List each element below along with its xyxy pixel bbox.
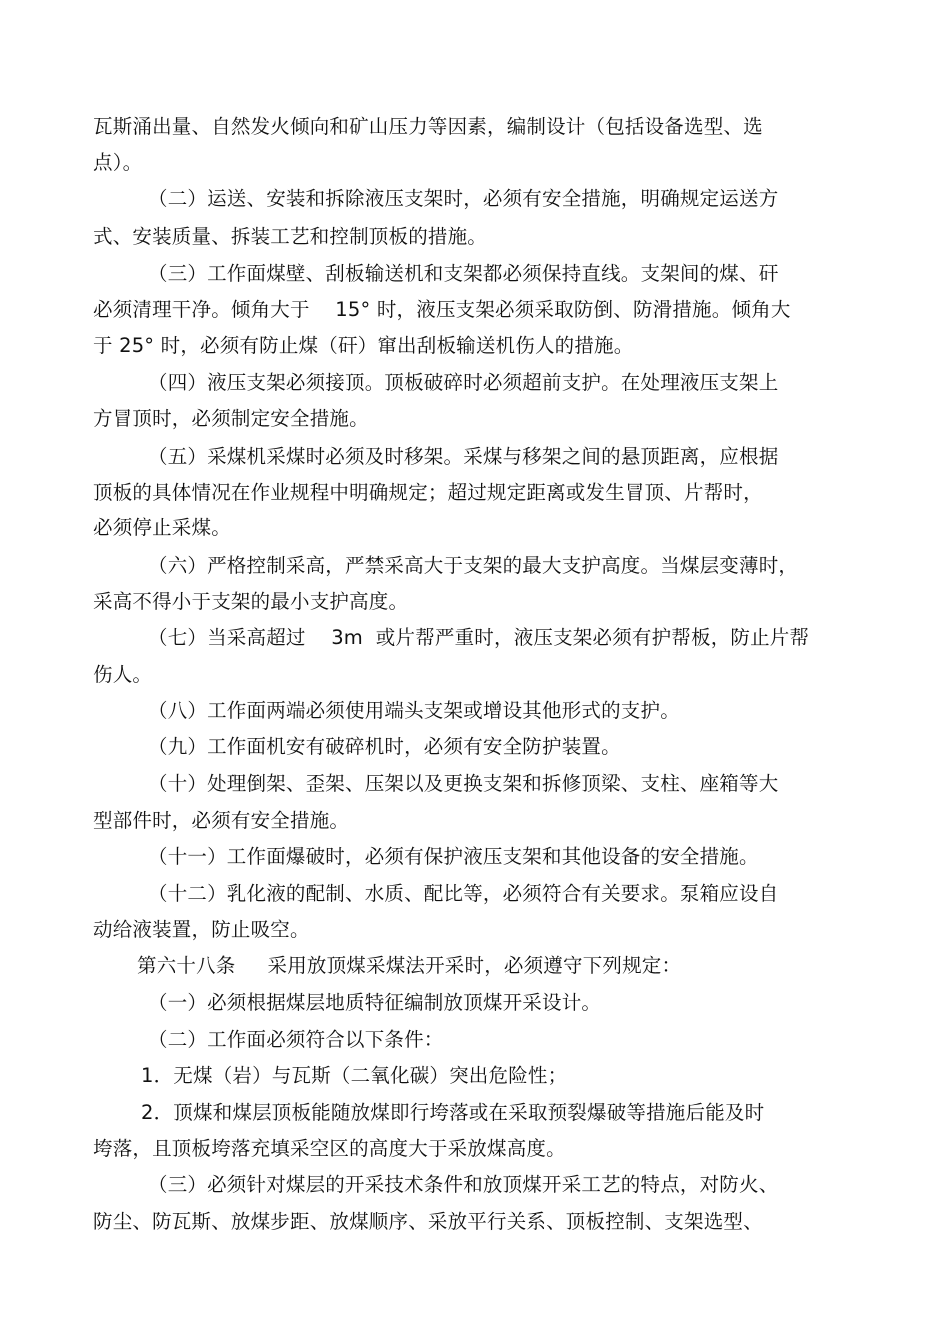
text-line: 于 25° 时，必须有防止煤（矸）窜出刮板输送机伤人的措施。: [93, 334, 634, 357]
text-line: （十一）工作面爆破时，必须有保护液压支架和其他设备的安全措施。: [148, 845, 759, 868]
text-line: （四）液压支架必须接顶。顶板破碎时必须超前支护。在处理液压支架上: [148, 371, 779, 394]
text-line: （七）当采高超过 3m 或片帮严重时，液压支架必须有护帮板，防止片帮: [148, 626, 810, 649]
text-line: （六）严格控制采高，严禁采高大于支架的最大支护高度。当煤层变薄时，: [148, 554, 799, 577]
text-line: （十二）乳化液的配制、水质、配比等，必须符合有关要求。泵箱应设自: [148, 882, 779, 905]
text-line: 1．无煤（岩）与瓦斯（二氧化碳）突出危险性；: [141, 1064, 568, 1087]
text-line: 方冒顶时，必须制定安全措施。: [93, 407, 369, 430]
text-line: 必须清理干净。倾角大于 15° 时，液压支架必须采取防倒、防滑措施。倾角大: [93, 298, 791, 321]
text-line: 防尘、防瓦斯、放煤步距、放煤顺序、采放平行关系、顶板控制、支架选型、: [93, 1210, 763, 1233]
text-line: 伤人。: [93, 663, 153, 686]
text-line: （五）采煤机采煤时必须及时移架。采煤与移架之间的悬顶距离，应根据: [148, 445, 779, 468]
text-line: （八）工作面两端必须使用端头支架或增设其他形式的支护。: [148, 699, 680, 722]
text-line: （三）必须针对煤层的开采技术条件和放顶煤开采工艺的特点，对防火、: [148, 1173, 779, 1196]
text-line: 顶板的具体情况在作业规程中明确规定；超过规定距离或发生冒顶、片帮时，: [93, 481, 763, 504]
text-line: 2．顶煤和煤层顶板能随放煤即行垮落或在采取预裂爆破等措施后能及时: [141, 1101, 765, 1124]
text-line: （二）运送、安装和拆除液压支架时，必须有安全措施，明确规定运送方: [148, 187, 779, 210]
text-line: 型部件时，必须有安全措施。: [93, 809, 350, 832]
text-line: （二）工作面必须符合以下条件：: [148, 1028, 444, 1051]
text-line: 采高不得小于支架的最小支护高度。: [93, 590, 409, 613]
text-line: （十）处理倒架、歪架、压架以及更换支架和拆修顶梁、支柱、座箱等大: [148, 772, 779, 795]
text-line: 瓦斯涌出量、自然发火倾向和矿山压力等因素，编制设计（包括设备选型、选: [93, 115, 763, 138]
text-line: 动给液装置，防止吸空。: [93, 918, 310, 941]
text-line: 点）。: [93, 151, 143, 174]
text-line: 式、安装质量、拆装工艺和控制顶板的措施。: [93, 225, 488, 248]
text-line: （九）工作面机安有破碎机时，必须有安全防护装置。: [148, 735, 621, 758]
text-line: （一）必须根据煤层地质特征编制放顶煤开采设计。: [148, 991, 602, 1014]
text-line: 必须停止采煤。: [93, 516, 231, 539]
text-line: 垮落，且顶板垮落充填采空区的高度大于采放煤高度。: [93, 1137, 566, 1160]
text-line: 第六十八条 采用放顶煤采煤法开采时，必须遵守下列规定：: [137, 954, 682, 977]
text-line: （三）工作面煤壁、刮板输送机和支架都必须保持直线。支架间的煤、矸: [148, 262, 779, 285]
